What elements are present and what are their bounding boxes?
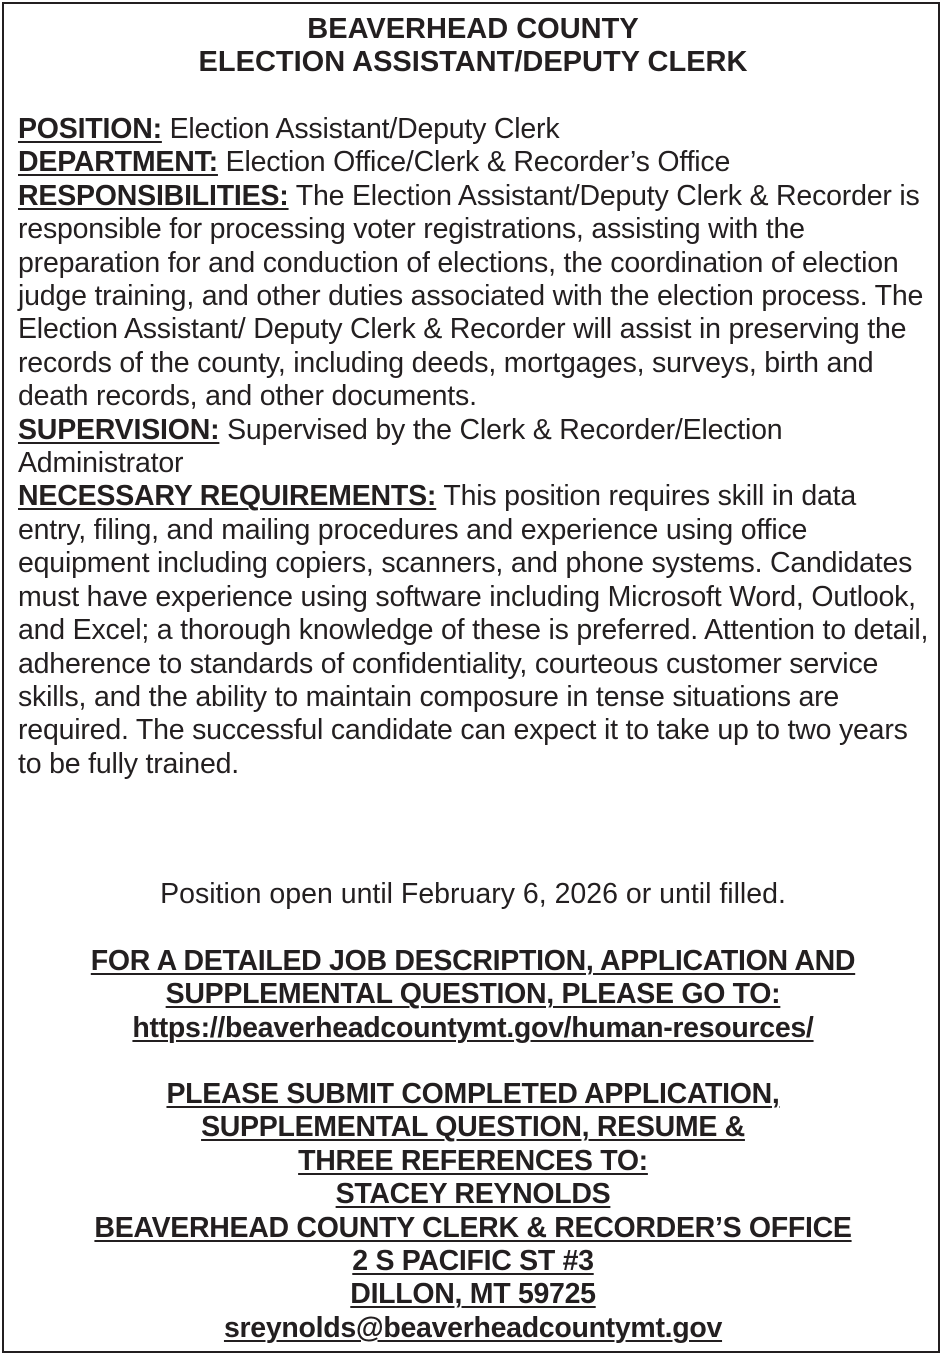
position-value: Election Assistant/Deputy Clerk xyxy=(161,113,560,145)
submit-line-3: THREE REFERENCES TO: xyxy=(298,1144,648,1177)
department-label: DEPARTMENT: xyxy=(18,146,218,179)
contact-email-link[interactable]: sreynolds@beaverheadcountymt.gov xyxy=(223,1311,723,1344)
job-details xyxy=(18,113,930,781)
contact-street: 2 S PACIFIC ST #3 xyxy=(352,1245,594,1278)
requirements-paragraph xyxy=(18,480,930,781)
supervision-paragraph xyxy=(18,414,930,481)
job-description-block xyxy=(0,945,946,1045)
supervision-label: SUPERVISION: xyxy=(18,413,220,446)
hr-website-link[interactable]: https://beaverheadcountymt.gov/human-resources/ xyxy=(132,1011,814,1044)
county-title: BEAVERHEAD COUNTY xyxy=(307,13,639,45)
responsibilities-paragraph xyxy=(18,180,930,414)
department-paragraph xyxy=(18,146,930,179)
position-label: POSITION: xyxy=(18,113,162,145)
department-value: Election Office/Clerk & Recorder’s Office xyxy=(217,146,731,179)
contact-office: BEAVERHEAD COUNTY CLERK & RECORDER’S OFFICE xyxy=(94,1211,852,1244)
job-title: ELECTION ASSISTANT/DEPUTY CLERK xyxy=(198,46,748,78)
responsibilities-label: RESPONSIBILITIES: xyxy=(18,179,289,212)
requirements-text: This position requires skill in data entry, filing, and mailing procedures and experience using office equipment including copiers, scanners, and phone systems. Candidates must have experience using software including Microsoft Word, Outlook, and Excel; a thorough knowledge of these is preferred. Attention to detail, adherence to standards of confidentiality, courteous customer service skills, and the ability to maintain composure in tense situations are required. The successful candidate can expect it to take up to two years to be fully trained. xyxy=(18,480,929,780)
open-until-line: Position open until February 6, 2026 or until filled. xyxy=(160,878,786,910)
requirements-label: NECESSARY REQUIREMENTS: xyxy=(18,480,437,513)
submit-line-1: PLEASE SUBMIT COMPLETED APPLICATION, xyxy=(166,1078,780,1110)
contact-name: STACEY REYNOLDS xyxy=(335,1178,611,1211)
submission-block xyxy=(0,1078,946,1345)
supervision-text: Supervised by the Clerk & Recorder/Election Administrator xyxy=(18,413,783,480)
responsibilities-text: The Election Assistant/Deputy Clerk & Recorder is responsible for processing voter registrations, assisting with the preparation for and conduction of elections, the coordination of election judge training, and other duties associated with the election process. The Election Assistant/ Deputy Clerk & Recorder will assist in preserving the records of the county, including deeds, mortgages, surveys, birth and death records, and other documents. xyxy=(18,179,924,413)
detail-line-1: FOR A DETAILED JOB DESCRIPTION, APPLICATION AND xyxy=(90,945,856,977)
submit-line-2: SUPPLEMENTAL QUESTION, RESUME & xyxy=(201,1111,745,1144)
position-paragraph xyxy=(18,113,930,146)
ad-header xyxy=(0,13,946,79)
contact-city: DILLON, MT 59725 xyxy=(350,1278,596,1311)
detail-line-2: SUPPLEMENTAL QUESTION, PLEASE GO TO: xyxy=(165,978,781,1011)
